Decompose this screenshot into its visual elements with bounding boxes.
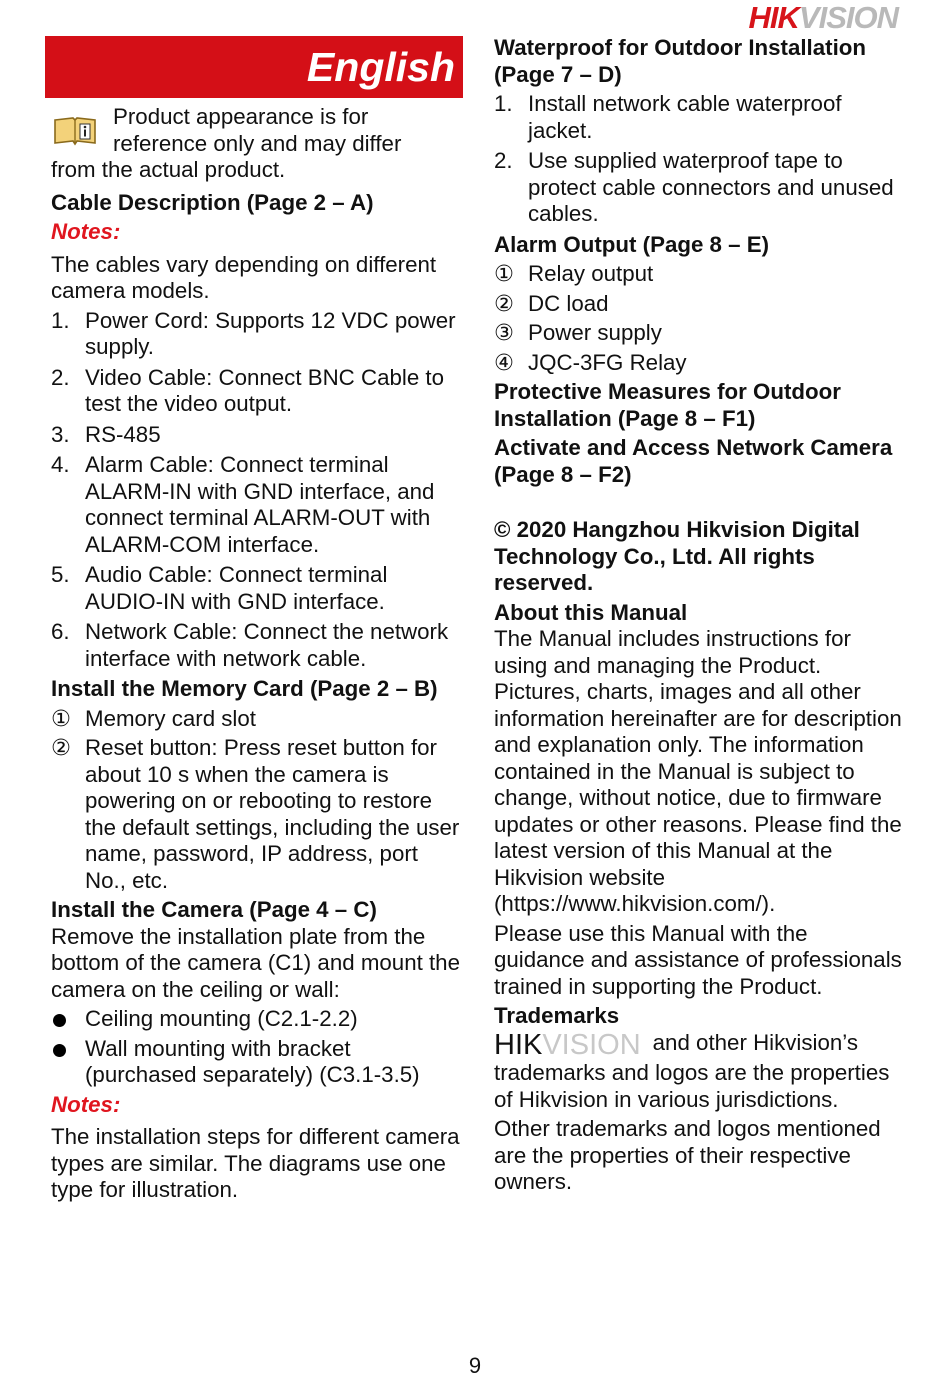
trademarks-paragraph-1: HIKVISION and other Hikvision’s trademarks and logos are the properties of Hikvision in various jurisdictions. xyxy=(494,1028,890,1112)
intro-note xyxy=(51,104,461,184)
bullet-item: Ceiling mounting (C2.1-2.2) xyxy=(51,1006,461,1033)
list-item: 1. Power Cord: Supports 12 VDC power supply. xyxy=(51,307,456,359)
waterproof-list xyxy=(494,91,904,228)
install-notes-label: Notes: xyxy=(51,1091,121,1117)
copyright-text: © 2020 Hangzhou Hikvision Digital Technology Co., Ltd. All rights reserved. xyxy=(494,517,860,595)
right-column xyxy=(494,35,904,1196)
cable-note-text: The cables vary depending on different camera models. xyxy=(51,251,437,303)
list-item: 1. Install network cable waterproof jacket. xyxy=(494,91,842,143)
list-item: ① Relay output xyxy=(494,261,654,286)
list-item: 2. Use supplied waterproof tape to protect cable connectors and unused cables. xyxy=(494,148,894,226)
list-item: 5. Audio Cable: Connect terminal AUDIO-IN with GND interface. xyxy=(51,562,388,614)
page-number: 9 xyxy=(468,1353,482,1378)
language-banner: English xyxy=(45,36,463,98)
install-text: Remove the installation plate from the bottom of the camera (C1) and mount the camera on the ceiling or wall: xyxy=(51,923,460,1002)
activate-heading: Activate and Access Network Camera (Page 8 – F2) xyxy=(494,435,893,487)
hikvision-inline-logo: HIKVISION xyxy=(494,1028,641,1061)
protective-heading: Protective Measures for Outdoor Installation (Page 8 – F1) xyxy=(494,379,841,431)
cable-heading: Cable Description (Page 2 – A) xyxy=(51,189,374,215)
cable-notes-label: Notes: xyxy=(51,219,121,244)
book-info-icon xyxy=(53,116,97,146)
logo-hik: HIK xyxy=(748,0,799,35)
memory-heading: Install the Memory Card (Page 2 – B) xyxy=(51,676,438,701)
intro-line-3: from the actual product. xyxy=(51,157,286,182)
bullet-item: Wall mounting with bracket (purchased separately) (C3.1-3.5) xyxy=(51,1036,461,1089)
list-item: ② DC load xyxy=(494,290,609,316)
intro-line-1: Product appearance is for xyxy=(113,104,369,129)
about-paragraph-2: Please use this Manual with the guidance and assistance of professionals trained in supporting the Product. xyxy=(494,920,902,999)
about-heading: About this Manual xyxy=(494,599,688,625)
install-heading: Install the Camera (Page 4 – C) xyxy=(51,897,377,922)
list-item: ① Memory card slot xyxy=(51,705,256,731)
trademarks-heading: Trademarks xyxy=(494,1003,620,1028)
alarm-heading: Alarm Output (Page 8 – E) xyxy=(494,231,770,257)
hikvision-logo xyxy=(749,0,898,34)
list-item: 2. Video Cable: Connect BNC Cable to test the video output. xyxy=(51,364,445,416)
list-item: ② Reset button: Press reset button for about 10 s when the camera is powering on or rebooting to restore the default settings, including the user name, password, IP address, port No., etc. xyxy=(51,735,460,893)
trademarks-paragraph-2: Other trademarks and logos mentioned are the properties of their respective owners. xyxy=(494,1116,881,1194)
install-note-text: The installation steps for different camera types are similar. The diagrams use one type for illustration. xyxy=(51,1124,460,1202)
list-item: 3. RS-485 xyxy=(51,421,161,447)
cable-list xyxy=(51,308,461,673)
list-item: ④ JQC-3FG Relay xyxy=(494,349,687,375)
list-item: ③ Power supply xyxy=(494,320,662,345)
left-column xyxy=(51,104,461,1204)
list-item: 6. Network Cable: Connect the network interface with network cable. xyxy=(51,619,449,671)
list-item: 4. Alarm Cable: Connect terminal ALARM-IN with GND interface, and connect terminal ALARM-OUT with ALARM-COM interface. xyxy=(51,452,435,557)
logo-vision: VISION xyxy=(798,0,898,35)
waterproof-heading: Waterproof for Outdoor Installation (Page 7 – D) xyxy=(494,35,867,87)
about-paragraph-1: The Manual includes instructions for using and managing the Product. Pictures, charts, images and all other information hereinafter are for description and explanation only. The information contained in the Manual is subject to change, without notice, due to firmware updates or other reasons. Please find the latest version of this Manual at the Hikvision website (https://www.hikvision.com/). xyxy=(494,626,902,916)
intro-line-2: reference only and may differ xyxy=(113,130,402,156)
